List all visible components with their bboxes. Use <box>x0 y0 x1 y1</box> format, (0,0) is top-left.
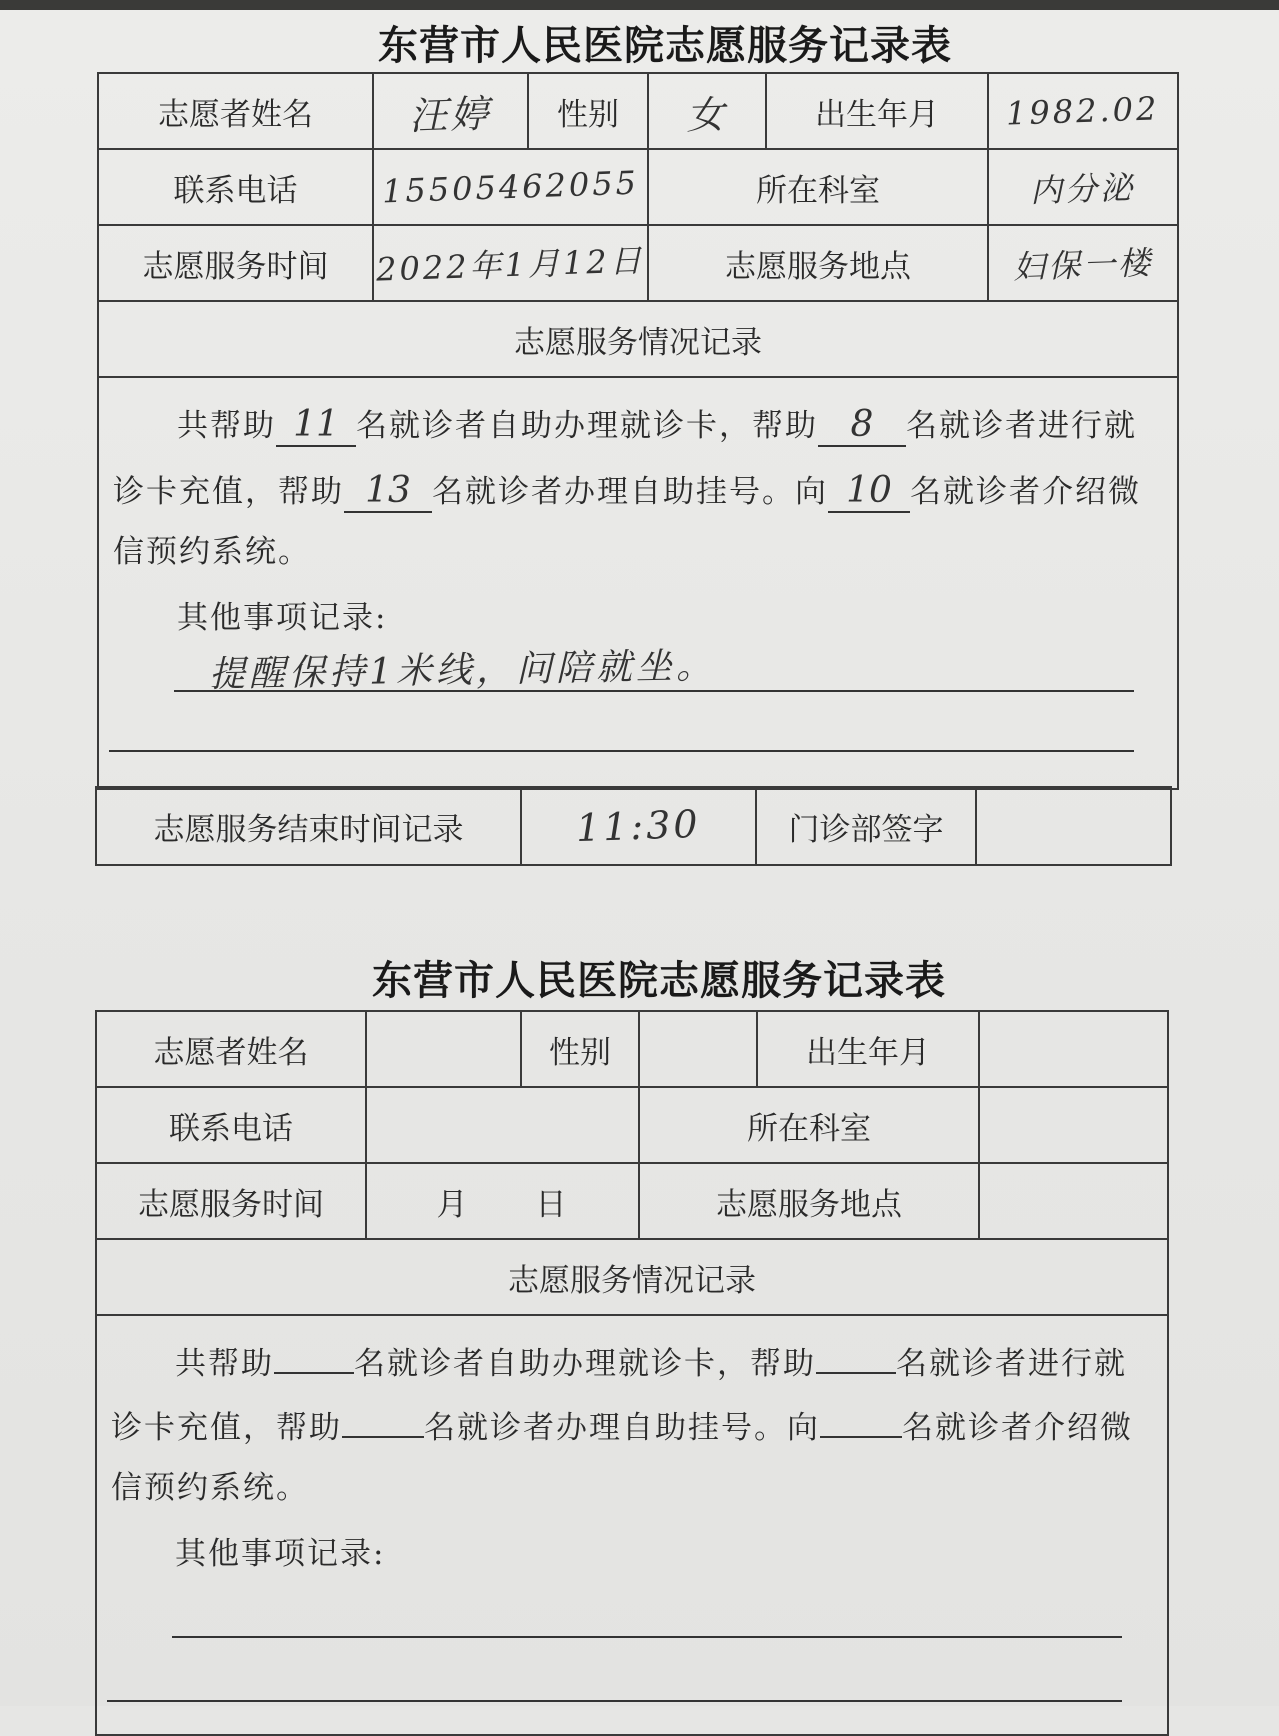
form2-title: 东营市人民医院志愿服务记录表 <box>372 957 946 1004</box>
form1-record-header: 志愿服务情况记录 <box>98 301 1178 377</box>
form1-signature-label: 门诊部签字 <box>756 787 976 865</box>
form2-record-line3: 信预约系统。 <box>111 1470 309 1506</box>
top-edge <box>0 0 1279 10</box>
form2-other-line2 <box>107 1700 1122 1702</box>
form2-register-helped[interactable] <box>342 1402 424 1438</box>
form1-register-helped[interactable]: 13 <box>344 470 432 513</box>
form1-record-line1: 共帮助 11 名就诊者自助办理就诊卡，帮助 8 名就诊者进行就 <box>177 404 1137 445</box>
form2-phone-value[interactable] <box>366 1087 639 1163</box>
form1-service-time-label: 志愿服务时间 <box>98 225 373 301</box>
form2-record-body <box>96 1315 1168 1735</box>
form1-birth-label: 出生年月 <box>766 73 988 149</box>
form1-recharge-helped[interactable]: 8 <box>818 404 906 447</box>
form1-service-place-label: 志愿服务地点 <box>648 225 988 301</box>
form2-name-value[interactable] <box>366 1011 521 1087</box>
form1-record-body <box>98 377 1178 789</box>
form1-info-table <box>97 72 1179 790</box>
form2-phone-label: 联系电话 <box>96 1087 366 1163</box>
form1-name-value[interactable]: 汪婷 <box>373 73 528 149</box>
form2-cards-helped[interactable] <box>274 1338 354 1374</box>
form1-signature-value[interactable] <box>976 787 1171 865</box>
form2-birth-label: 出生年月 <box>757 1011 979 1087</box>
form1-department-value[interactable]: 内分泌 <box>988 149 1178 225</box>
form2-gender-label: 性别 <box>521 1011 639 1087</box>
form2-other-label: 其他事项记录: <box>175 1536 386 1572</box>
form1-name-label: 志愿者姓名 <box>98 73 373 149</box>
form1-department-label: 所在科室 <box>648 149 988 225</box>
form1-birth-value[interactable]: 1982.02 <box>988 73 1178 149</box>
form1-record-line2: 诊卡充值，帮助 13 名就诊者办理自助挂号。向 10 名就诊者介绍微 <box>113 470 1141 511</box>
form2-record-header: 志愿服务情况记录 <box>96 1239 1168 1315</box>
form1-other-label: 其他事项记录: <box>177 600 388 636</box>
form1-end-time-label: 志愿服务结束时间记录 <box>96 787 521 865</box>
form1-service-place-value[interactable]: 妇保一楼 <box>988 225 1178 301</box>
form2-recharge-helped[interactable] <box>816 1338 896 1374</box>
form2-record-line2: 诊卡充值，帮助 名就诊者办理自助挂号。向 名就诊者介绍微 <box>111 1402 1133 1447</box>
form1-gender-value[interactable]: 女 <box>648 73 766 149</box>
form2-info-table <box>95 1010 1169 1736</box>
form2-wechat-intro[interactable] <box>820 1402 902 1438</box>
form1-title: 东营市人民医院志愿服务记录表 <box>378 22 952 69</box>
form1-service-time-value[interactable]: 2022年1月12日 <box>373 225 648 301</box>
form2-other-line1 <box>172 1636 1122 1638</box>
form1-record-line3: 信预约系统。 <box>113 534 311 570</box>
form1-footer-table <box>95 786 1172 866</box>
form2-service-place-value[interactable] <box>979 1163 1168 1239</box>
form1-end-time-value[interactable]: 11:30 <box>521 787 756 865</box>
form1-other-line2 <box>109 750 1134 752</box>
form1-gender-label: 性别 <box>528 73 648 149</box>
form1-wechat-intro[interactable]: 10 <box>828 470 910 513</box>
form2-service-time-value[interactable]: 月 日 <box>366 1163 639 1239</box>
form2-gender-value[interactable] <box>639 1011 757 1087</box>
form1-other-value[interactable]: 提醒保持1米线，问陪就坐。 <box>208 645 717 696</box>
form1-phone-value[interactable]: 15505462055 <box>373 149 648 225</box>
form2-birth-value[interactable] <box>979 1011 1168 1087</box>
form2-service-place-label: 志愿服务地点 <box>639 1163 979 1239</box>
form2-name-label: 志愿者姓名 <box>96 1011 366 1087</box>
form2-service-time-label: 志愿服务时间 <box>96 1163 366 1239</box>
form2-department-label: 所在科室 <box>639 1087 979 1163</box>
form1-other-line1 <box>174 690 1134 692</box>
form1-cards-helped[interactable]: 11 <box>276 404 356 447</box>
form2-department-value[interactable] <box>979 1087 1168 1163</box>
form2-record-line1: 共帮助 名就诊者自助办理就诊卡，帮助 名就诊者进行就 <box>175 1338 1127 1383</box>
form1-phone-label: 联系电话 <box>98 149 373 225</box>
